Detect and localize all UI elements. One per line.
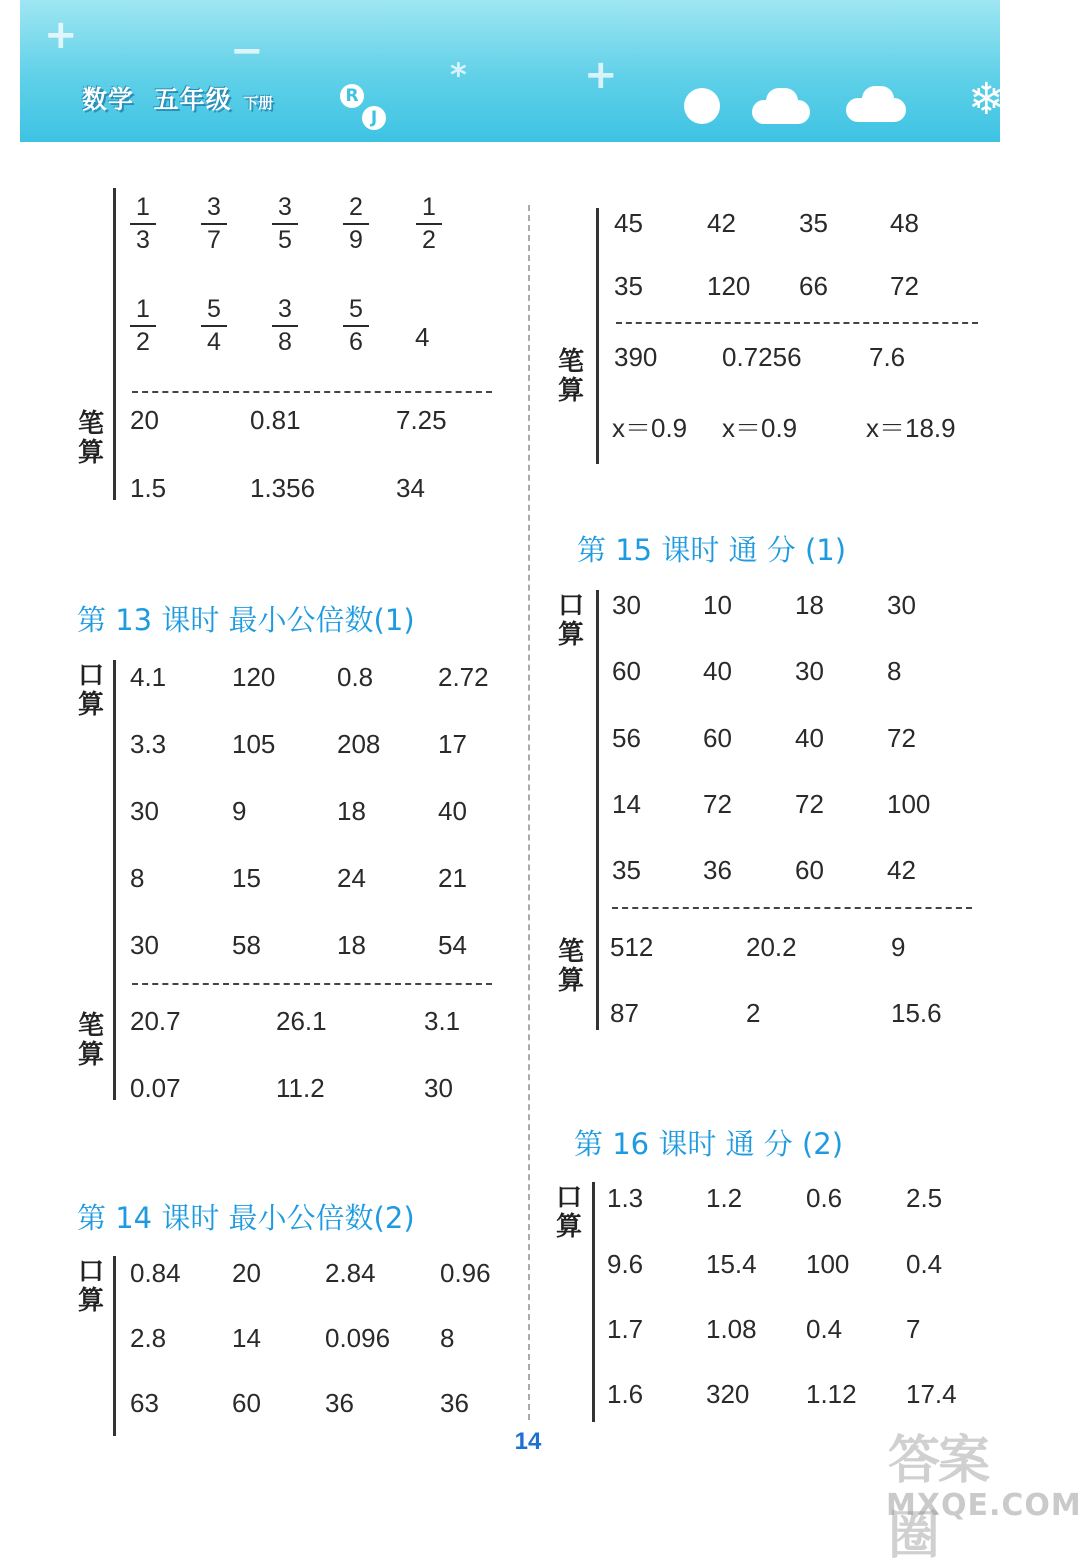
answer-cell: 2 bbox=[746, 998, 761, 1028]
answer-cell: 0.07 bbox=[130, 1073, 181, 1103]
fraction-denominator: 4 bbox=[207, 328, 221, 356]
answer-cell: 1.2 bbox=[706, 1183, 743, 1213]
equation-answer: x＝0.9 bbox=[722, 413, 798, 443]
fraction-numerator: 1 bbox=[422, 193, 436, 221]
fraction-denominator: 8 bbox=[278, 328, 292, 356]
answer-cell: 1.7 bbox=[607, 1314, 644, 1344]
answer-cell: 8 bbox=[130, 863, 145, 893]
answer-cell: 1.356 bbox=[250, 473, 316, 503]
fraction-denominator: 5 bbox=[278, 226, 292, 254]
answer-cell: 15.4 bbox=[706, 1249, 757, 1279]
lesson16-bar bbox=[592, 1182, 595, 1422]
sun-icon bbox=[684, 88, 720, 124]
answer-cell: 20.7 bbox=[130, 1006, 181, 1036]
grade-label: 五年级 bbox=[153, 85, 232, 114]
answer-cell: 40 bbox=[795, 723, 824, 753]
fraction bbox=[201, 296, 227, 356]
answer-cell: 2.84 bbox=[325, 1258, 376, 1288]
lesson15-bar bbox=[596, 590, 599, 1030]
answer-cell: 18 bbox=[795, 590, 824, 620]
dash-separator bbox=[132, 983, 492, 985]
answer-cell: 2.72 bbox=[438, 662, 489, 692]
answer-cell: 320 bbox=[706, 1379, 750, 1409]
answer-cell: 0.8 bbox=[337, 662, 374, 692]
answer-cell: 45 bbox=[614, 208, 643, 238]
answer-cell: 390 bbox=[614, 342, 658, 372]
plus-decoration: + bbox=[584, 52, 618, 98]
answer-cell: 48 bbox=[890, 208, 919, 238]
answer-cell: 100 bbox=[806, 1249, 850, 1279]
answer-cell: 14 bbox=[612, 789, 641, 819]
answer-cell: 30 bbox=[130, 930, 159, 960]
answer-cell: 34 bbox=[396, 473, 425, 503]
fraction bbox=[416, 194, 442, 254]
answer-cell: 7.6 bbox=[869, 342, 906, 372]
lesson13-title: 第 13 课时 最小公倍数(1) bbox=[77, 603, 415, 637]
answer-cell: 72 bbox=[890, 271, 919, 301]
answer-cell: 24 bbox=[337, 863, 366, 893]
kousuan-label: 口算 bbox=[78, 661, 105, 720]
fraction-denominator: 6 bbox=[349, 328, 363, 356]
answer-cell: 54 bbox=[438, 930, 467, 960]
answer-cell: 26.1 bbox=[276, 1006, 327, 1036]
subject-label: 数学 bbox=[82, 85, 135, 114]
answer-cell: 2.5 bbox=[906, 1183, 943, 1213]
header-title bbox=[82, 80, 273, 116]
answer-cell: 42 bbox=[887, 855, 916, 885]
answer-cell: 60 bbox=[612, 656, 641, 686]
fraction-bar bbox=[343, 325, 369, 327]
fraction bbox=[272, 296, 298, 356]
answer-cell: 35 bbox=[799, 208, 828, 238]
badge-r: R bbox=[340, 84, 364, 108]
answer-cell: 58 bbox=[232, 930, 261, 960]
answer-cell: 60 bbox=[232, 1388, 261, 1418]
answer-cell: 40 bbox=[703, 656, 732, 686]
answer-cell: 208 bbox=[337, 729, 381, 759]
answer-cell: 30 bbox=[612, 590, 641, 620]
answer-cell: 0.96 bbox=[440, 1258, 491, 1288]
lesson13-bar bbox=[113, 660, 116, 1100]
answer-cell: 20 bbox=[232, 1258, 261, 1288]
answer-cell: 87 bbox=[610, 998, 639, 1028]
answer-cell: 105 bbox=[232, 729, 276, 759]
answer-cell: 36 bbox=[440, 1388, 469, 1418]
bisuan-label: 笔算 bbox=[78, 1011, 105, 1070]
answer-cell: 35 bbox=[612, 855, 641, 885]
answer-cell: 40 bbox=[438, 796, 467, 826]
fraction-denominator: 2 bbox=[422, 226, 436, 254]
fraction-numerator: 3 bbox=[278, 193, 292, 221]
answer-cell: 42 bbox=[707, 208, 736, 238]
answer-cell: 30 bbox=[887, 590, 916, 620]
answer-cell: 9.6 bbox=[607, 1249, 644, 1279]
answer-cell: 72 bbox=[703, 789, 732, 819]
bisuan-label: 笔算 bbox=[78, 409, 105, 468]
fraction-extra: 4 bbox=[415, 322, 430, 352]
fraction-numerator: 2 bbox=[349, 193, 363, 221]
header-banner bbox=[20, 0, 1005, 142]
answer-cell: 0.4 bbox=[806, 1314, 843, 1344]
answer-cell: 1.6 bbox=[607, 1379, 644, 1409]
minus-decoration: − bbox=[230, 28, 264, 74]
lesson14-bar bbox=[113, 1256, 116, 1436]
fraction-denominator: 3 bbox=[136, 226, 150, 254]
answer-cell: 3.3 bbox=[130, 729, 167, 759]
bisuan-label: 笔算 bbox=[558, 937, 585, 996]
answer-cell: 11.2 bbox=[276, 1073, 325, 1103]
column-divider bbox=[528, 205, 530, 1420]
answer-cell: 8 bbox=[440, 1323, 455, 1353]
answer-cell: 72 bbox=[795, 789, 824, 819]
lesson16-title: 第 16 课时 通 分 (2) bbox=[574, 1127, 844, 1161]
star-decoration: * bbox=[450, 56, 467, 94]
snowflake-icon: ❄ bbox=[968, 74, 1005, 125]
fraction bbox=[272, 194, 298, 254]
answer-cell: 30 bbox=[795, 656, 824, 686]
fraction-bar bbox=[201, 325, 227, 327]
right-top-bar bbox=[596, 208, 599, 464]
answer-cell: 36 bbox=[325, 1388, 354, 1418]
page-number: 14 bbox=[514, 1428, 542, 1455]
badge-j: J bbox=[362, 106, 386, 130]
fraction bbox=[201, 194, 227, 254]
answer-cell: 1.3 bbox=[607, 1183, 644, 1213]
fraction bbox=[130, 296, 156, 356]
answer-cell: 4.1 bbox=[130, 662, 167, 692]
answer-cell: 35 bbox=[614, 271, 643, 301]
fraction-numerator: 5 bbox=[349, 295, 363, 323]
dash-separator bbox=[132, 391, 492, 393]
answer-cell: 120 bbox=[232, 662, 276, 692]
fraction bbox=[343, 194, 369, 254]
answer-cell: 56 bbox=[612, 723, 641, 753]
equation-answer: x＝18.9 bbox=[866, 413, 956, 443]
answer-cell: 8 bbox=[887, 656, 902, 686]
plus-decoration: + bbox=[44, 12, 78, 58]
kousuan-label: 口算 bbox=[78, 1257, 105, 1316]
fraction-numerator: 3 bbox=[207, 193, 221, 221]
fraction-bar bbox=[272, 325, 298, 327]
fraction-bar bbox=[201, 223, 227, 225]
fraction-bar bbox=[272, 223, 298, 225]
answer-cell: 17.4 bbox=[906, 1379, 957, 1409]
answer-cell: 0.6 bbox=[806, 1183, 843, 1213]
fraction-numerator: 1 bbox=[136, 295, 150, 323]
answer-cell: 0.096 bbox=[325, 1323, 391, 1353]
answer-cell: 100 bbox=[887, 789, 931, 819]
fraction-denominator: 7 bbox=[207, 226, 221, 254]
fraction-bar bbox=[130, 325, 156, 327]
answer-cell: 10 bbox=[703, 590, 732, 620]
answer-cell: 20 bbox=[130, 405, 159, 435]
answer-cell: 512 bbox=[610, 932, 654, 962]
watermark-logo bbox=[880, 1418, 1082, 1566]
lesson14-title: 第 14 课时 最小公倍数(2) bbox=[77, 1201, 415, 1235]
answer-cell: 15 bbox=[232, 863, 261, 893]
fraction bbox=[130, 194, 156, 254]
equation-answer: x＝0.9 bbox=[612, 413, 688, 443]
answer-cell: 1.08 bbox=[706, 1314, 757, 1344]
fraction-denominator: 2 bbox=[136, 328, 150, 356]
answer-cell: 20.2 bbox=[746, 932, 797, 962]
answer-cell: 15.6 bbox=[891, 998, 942, 1028]
watermark-logo-text: 答案圈 bbox=[888, 1431, 989, 1566]
lesson15-title: 第 15 课时 通 分 (1) bbox=[577, 533, 847, 567]
answer-cell: 0.4 bbox=[906, 1249, 943, 1279]
answer-cell: 1.12 bbox=[806, 1379, 857, 1409]
answer-cell: 63 bbox=[130, 1388, 159, 1418]
answer-cell: 7 bbox=[906, 1314, 921, 1344]
answer-cell: 120 bbox=[707, 271, 751, 301]
answer-cell: 9 bbox=[891, 932, 906, 962]
answer-cell: 36 bbox=[703, 855, 732, 885]
bisuan-label: 笔算 bbox=[558, 347, 585, 406]
answer-cell: 0.7256 bbox=[722, 342, 802, 372]
rj-badge bbox=[340, 84, 388, 132]
answer-cell: 3.1 bbox=[424, 1006, 461, 1036]
kousuan-label: 口算 bbox=[558, 591, 585, 650]
answer-cell: 21 bbox=[438, 863, 467, 893]
fraction-bar bbox=[343, 223, 369, 225]
fraction-bar bbox=[416, 223, 442, 225]
prev-section-bar bbox=[113, 188, 116, 500]
fraction-numerator: 3 bbox=[278, 295, 292, 323]
answer-cell: 14 bbox=[232, 1323, 261, 1353]
fraction-bar bbox=[130, 223, 156, 225]
dash-separator bbox=[612, 907, 972, 909]
watermark-site: MXQE.COM bbox=[886, 1488, 1082, 1523]
answer-cell: 66 bbox=[799, 271, 828, 301]
volume-label: 下册 bbox=[243, 94, 274, 112]
answer-cell: 7.25 bbox=[396, 405, 447, 435]
answer-cell: 30 bbox=[424, 1073, 453, 1103]
dash-separator bbox=[616, 322, 978, 324]
answer-cell: 17 bbox=[438, 729, 467, 759]
answer-cell: 2.8 bbox=[130, 1323, 167, 1353]
answer-cell: 30 bbox=[130, 796, 159, 826]
answer-cell: 18 bbox=[337, 796, 366, 826]
answer-cell: 9 bbox=[232, 796, 247, 826]
answer-cell: 1.5 bbox=[130, 473, 167, 503]
fraction-denominator: 9 bbox=[349, 226, 363, 254]
fraction bbox=[343, 296, 369, 356]
answer-cell: 0.84 bbox=[130, 1258, 181, 1288]
answer-cell: 60 bbox=[795, 855, 824, 885]
fraction-numerator: 1 bbox=[136, 193, 150, 221]
kousuan-label: 口算 bbox=[556, 1183, 583, 1242]
fraction-numerator: 5 bbox=[207, 295, 221, 323]
answer-cell: 18 bbox=[337, 930, 366, 960]
answer-cell: 60 bbox=[703, 723, 732, 753]
answer-cell: 0.81 bbox=[250, 405, 301, 435]
answer-cell: 72 bbox=[887, 723, 916, 753]
